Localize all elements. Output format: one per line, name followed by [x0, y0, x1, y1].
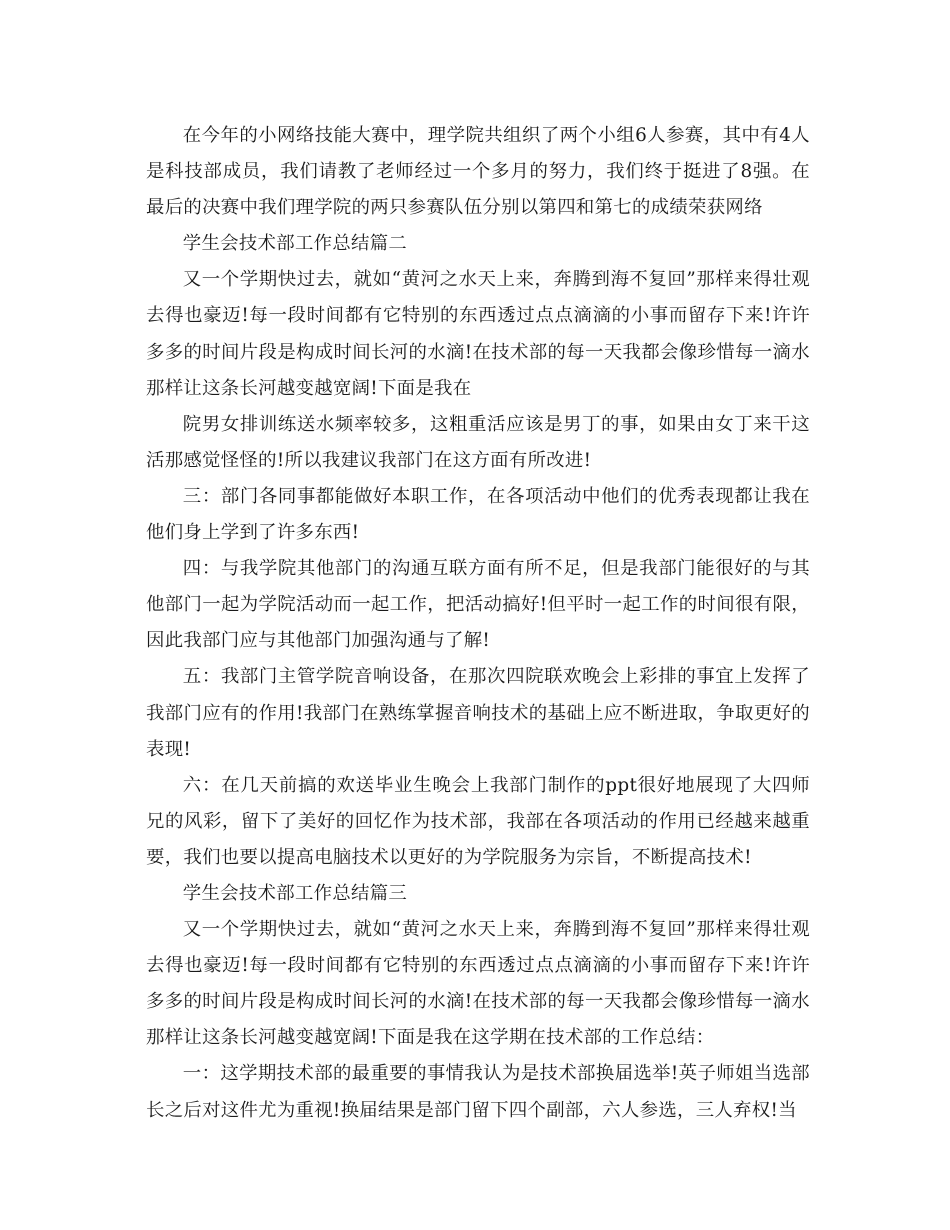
paragraph-intro-part-three: 又一个学期快过去，就如“黄河之水天上来，奔腾到海不复回”那样来得壮观去得也豪迈!每一段时间都有它特别的东西透过点点滴滴的小事而留存下来!许许多多的时间片段是构成时间长河的水滴!在技术部的每一天我都会像珍惜每一滴水那样让这条长河越变越宽阔!下面是我在这学期在技术部的工作总结：	[146, 919, 810, 1049]
paragraph-intro-part-two: 又一个学期快过去，就如“黄河之水天上来，奔腾到海不复回”那样来得壮观去得也豪迈!每一段时间都有它特别的东西透过点点滴滴的小事而留存下来!许许多多的时间片段是构成时间长河的水滴!在技术部的每一天我都会像珍惜每一滴水那样让这条长河越变越宽阔!下面是我在	[146, 269, 810, 399]
paragraph-point-one: 一：这学期技术部的最重要的事情我认为是技术部换届选举!英子师姐当选部长之后对这件尤为重视!换届结果是部门留下四个副部，六人参选，三人弃权!当	[146, 1063, 810, 1121]
paragraph-contest-result: 在今年的小网络技能大赛中，理学院共组织了两个小组6人参赛，其中有4人是科技部成员，我们请教了老师经过一个多月的努力，我们终于挺进了8强。在最后的决赛中我们理学院的两只参赛队伍分别以第四和第七的成绩荣获网络	[146, 125, 810, 219]
section-heading-part-three: 学生会技术部工作总结篇三	[182, 882, 408, 904]
paragraph-point-three: 三：部门各同事都能做好本职工作，在各项活动中他们的优秀表现都让我在他们身上学到了许多东西!	[146, 485, 810, 544]
paragraph-point-five: 五：我部门主管学院音响设备，在那次四院联欢晚会上彩排的事宜上发挥了我部门应有的作用!我部门在熟练掌握音响技术的基础上应不断进取，争取更好的表现!	[146, 666, 810, 760]
section-heading-part-two: 学生会技术部工作总结篇二	[182, 233, 408, 255]
document-body	[146, 118, 810, 1129]
paragraph-point-four: 四：与我学院其他部门的沟通互联方面有所不足，但是我部门能很好的与其他部门一起为学院活动而一起工作，把活动搞好!但平时一起工作的时间很有限，因此我部门应与其他部门加强沟通与了解!	[146, 558, 810, 652]
paragraph-water-delivery: 院男女排训练送水频率较多，这粗重活应该是男丁的事，如果由女丁来干这活那感觉怪怪的!所以我建议我部门在这方面有所改进!	[146, 413, 810, 471]
paragraph-point-six: 六：在几天前搞的欢送毕业生晚会上我部门制作的ppt很好地展现了大四师兄的风彩，留下了美好的回忆作为技术部，我部在各项活动的作用已经越来越重要，我们也要以提高电脑技术以更好的为学院服务为宗旨，不断提高技术!	[146, 774, 810, 868]
